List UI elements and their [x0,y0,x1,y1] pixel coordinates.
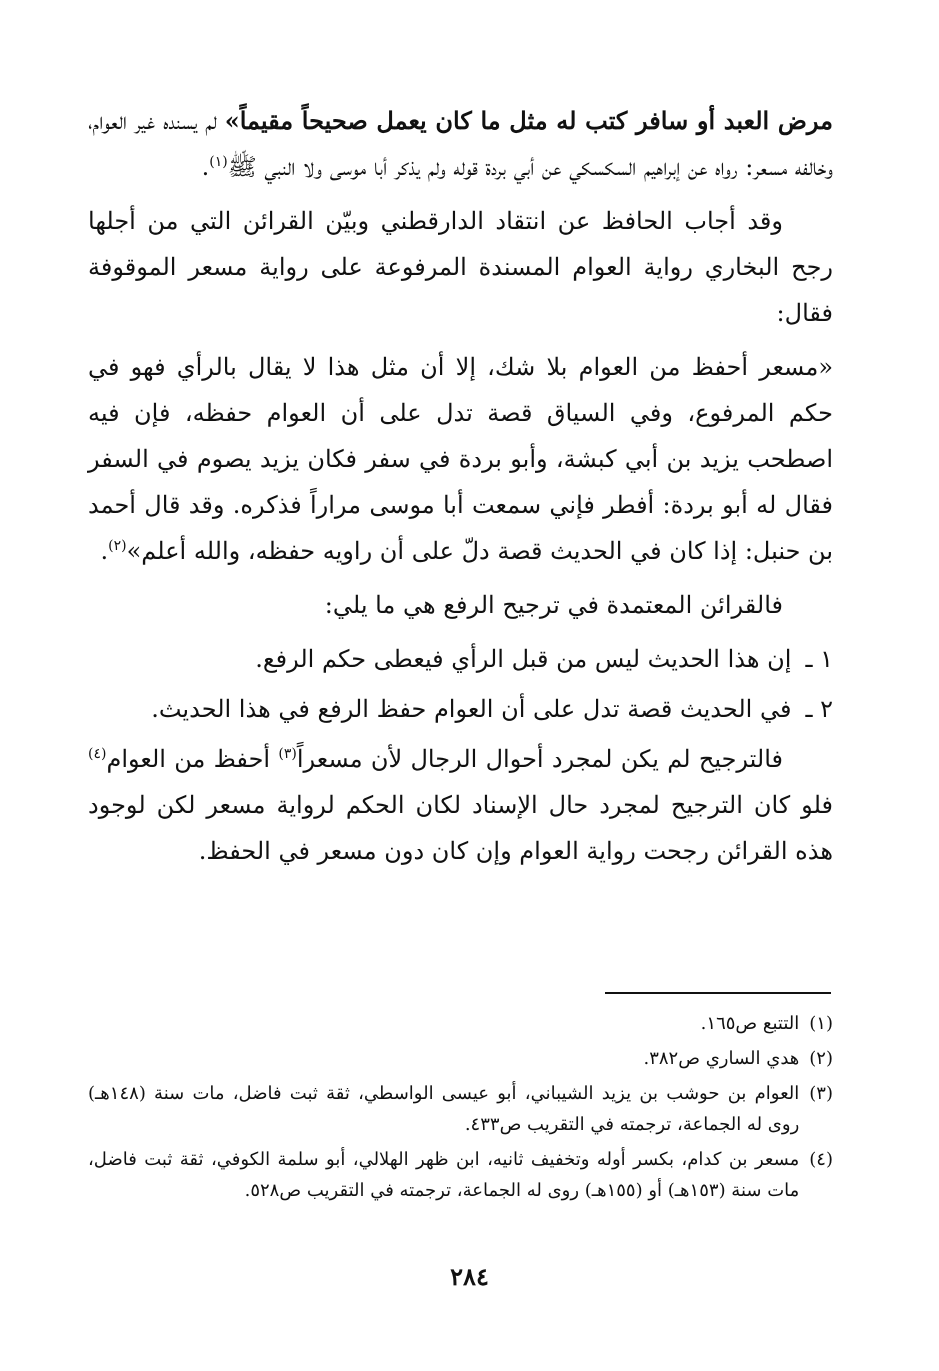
footnote-text: العوام بن حوشب بن يزيد الشيباني، أبو عيسى الواسطي، ثقة ثبت فاضل، مات سنة (١٤٨هـ) روى له الجماعة، ترجمته في التقريب ص٤٣٣. [88,1083,800,1135]
footnotes [88,1008,833,1210]
paragraph-5-part-1: فالترجيح لم يكن لمجرد أحوال الرجال لأن مسعراً [296,745,783,773]
footnote-divider [605,992,831,994]
paragraph-3-quote [88,344,833,574]
paragraph-1 [88,98,833,190]
footnote-ref-1: (١) [209,154,228,170]
list-item-number: ١ ـ [805,645,833,673]
footnote [88,1043,833,1074]
paragraph-4: فالقرائن المعتمدة في ترجيح الرفع هي ما يلي: [324,591,783,619]
list-item-number: ٢ ـ [805,695,833,723]
footnote [88,1144,833,1206]
footnote-ref-2: (٢) [108,538,127,554]
footnote-ref-3: (٣) [278,746,297,762]
footnote [88,1078,833,1140]
list-item-text: إن هذا الحديث ليس من قبل الرأي فيعطى حكم الرفع. [255,645,792,673]
list-item [88,686,833,732]
paragraph-1-text: لم يسنده غير العوام، وخالفه مسعر: رواه عن إبراهيم السكسكي عن أبي بردة قوله ولم يذكر أبا موسى ولا النبي ﷺ [88,107,833,181]
footnote-ref-4: (٤) [88,746,107,762]
footnote-text: مسعر بن كدام، بكسر أوله وتخفيف ثانيه، ابن ظهر الهلالي، أبو سلمة الكوفي، ثقة ثبت فاضل، مات سنة (١٥٣هـ) أو (١٥٥هـ) روى له الجماعة، ترجمته في التقريب ص٥٢٨. [88,1149,800,1201]
footnote-number: (٤) [809,1149,833,1170]
footnote-text: هدي الساري ص٣٨٢. [643,1048,800,1069]
list-item [88,636,833,682]
paragraph-1-tail: . [201,153,210,181]
hadith-quote: مرض العبد أو سافر كتب له مثل ما كان يعمل صحيحاً مقيماً» [224,106,834,135]
paragraph-5-part-2: أحفظ من العوام [106,745,279,773]
quote-tail: . [100,537,109,565]
footnote [88,1008,833,1039]
footnote-number: (١) [809,1013,833,1034]
paragraph-2: وقد أجاب الحافظ عن انتقاد الدارقطني وبيّن القرائن التي من أجلها رجح البخاري رواية العوام المسندة المرفوعة على رواية مسعر الموقوفة فقال: [88,207,833,327]
footnote-number: (٣) [809,1083,833,1104]
main-text [88,98,833,882]
paragraph-5 [88,736,833,874]
paragraph-5-part-3: فلو كان الترجيح لمجرد حال الإسناد لكان الحكم لرواية مسعر لكن لوجود هذه القرائن رجحت رواية العوام وإن كان دون مسعر في الحفظ. [88,791,833,865]
quote-text: «مسعر أحفظ من العوام بلا شك، إلا أن مثل هذا لا يقال بالرأي فهو في حكم المرفوع، وفي السياق قصة تدل على أن العوام حفظه، فإن فيه اصطحب يزيد بن أبي كبشة، وأبو بردة في سفر فكان يزيد يصوم في السفر فقال له أبو بردة: أفطر فإني سمعت أبا موسى مراراً فذكره. وقد قال أحمد بن حنبل: إذا كان في الحديث قصة دلّ على أن راويه حفظه، والله أعلم» [88,353,833,565]
footnote-text: التتبع ص١٦٥. [700,1013,800,1034]
footnote-number: (٢) [809,1048,833,1069]
page-number: ٢٨٤ [450,1262,489,1291]
list-item-text: في الحديث قصة تدل على أن العوام حفظ الرفع في هذا الحديث. [151,695,792,723]
